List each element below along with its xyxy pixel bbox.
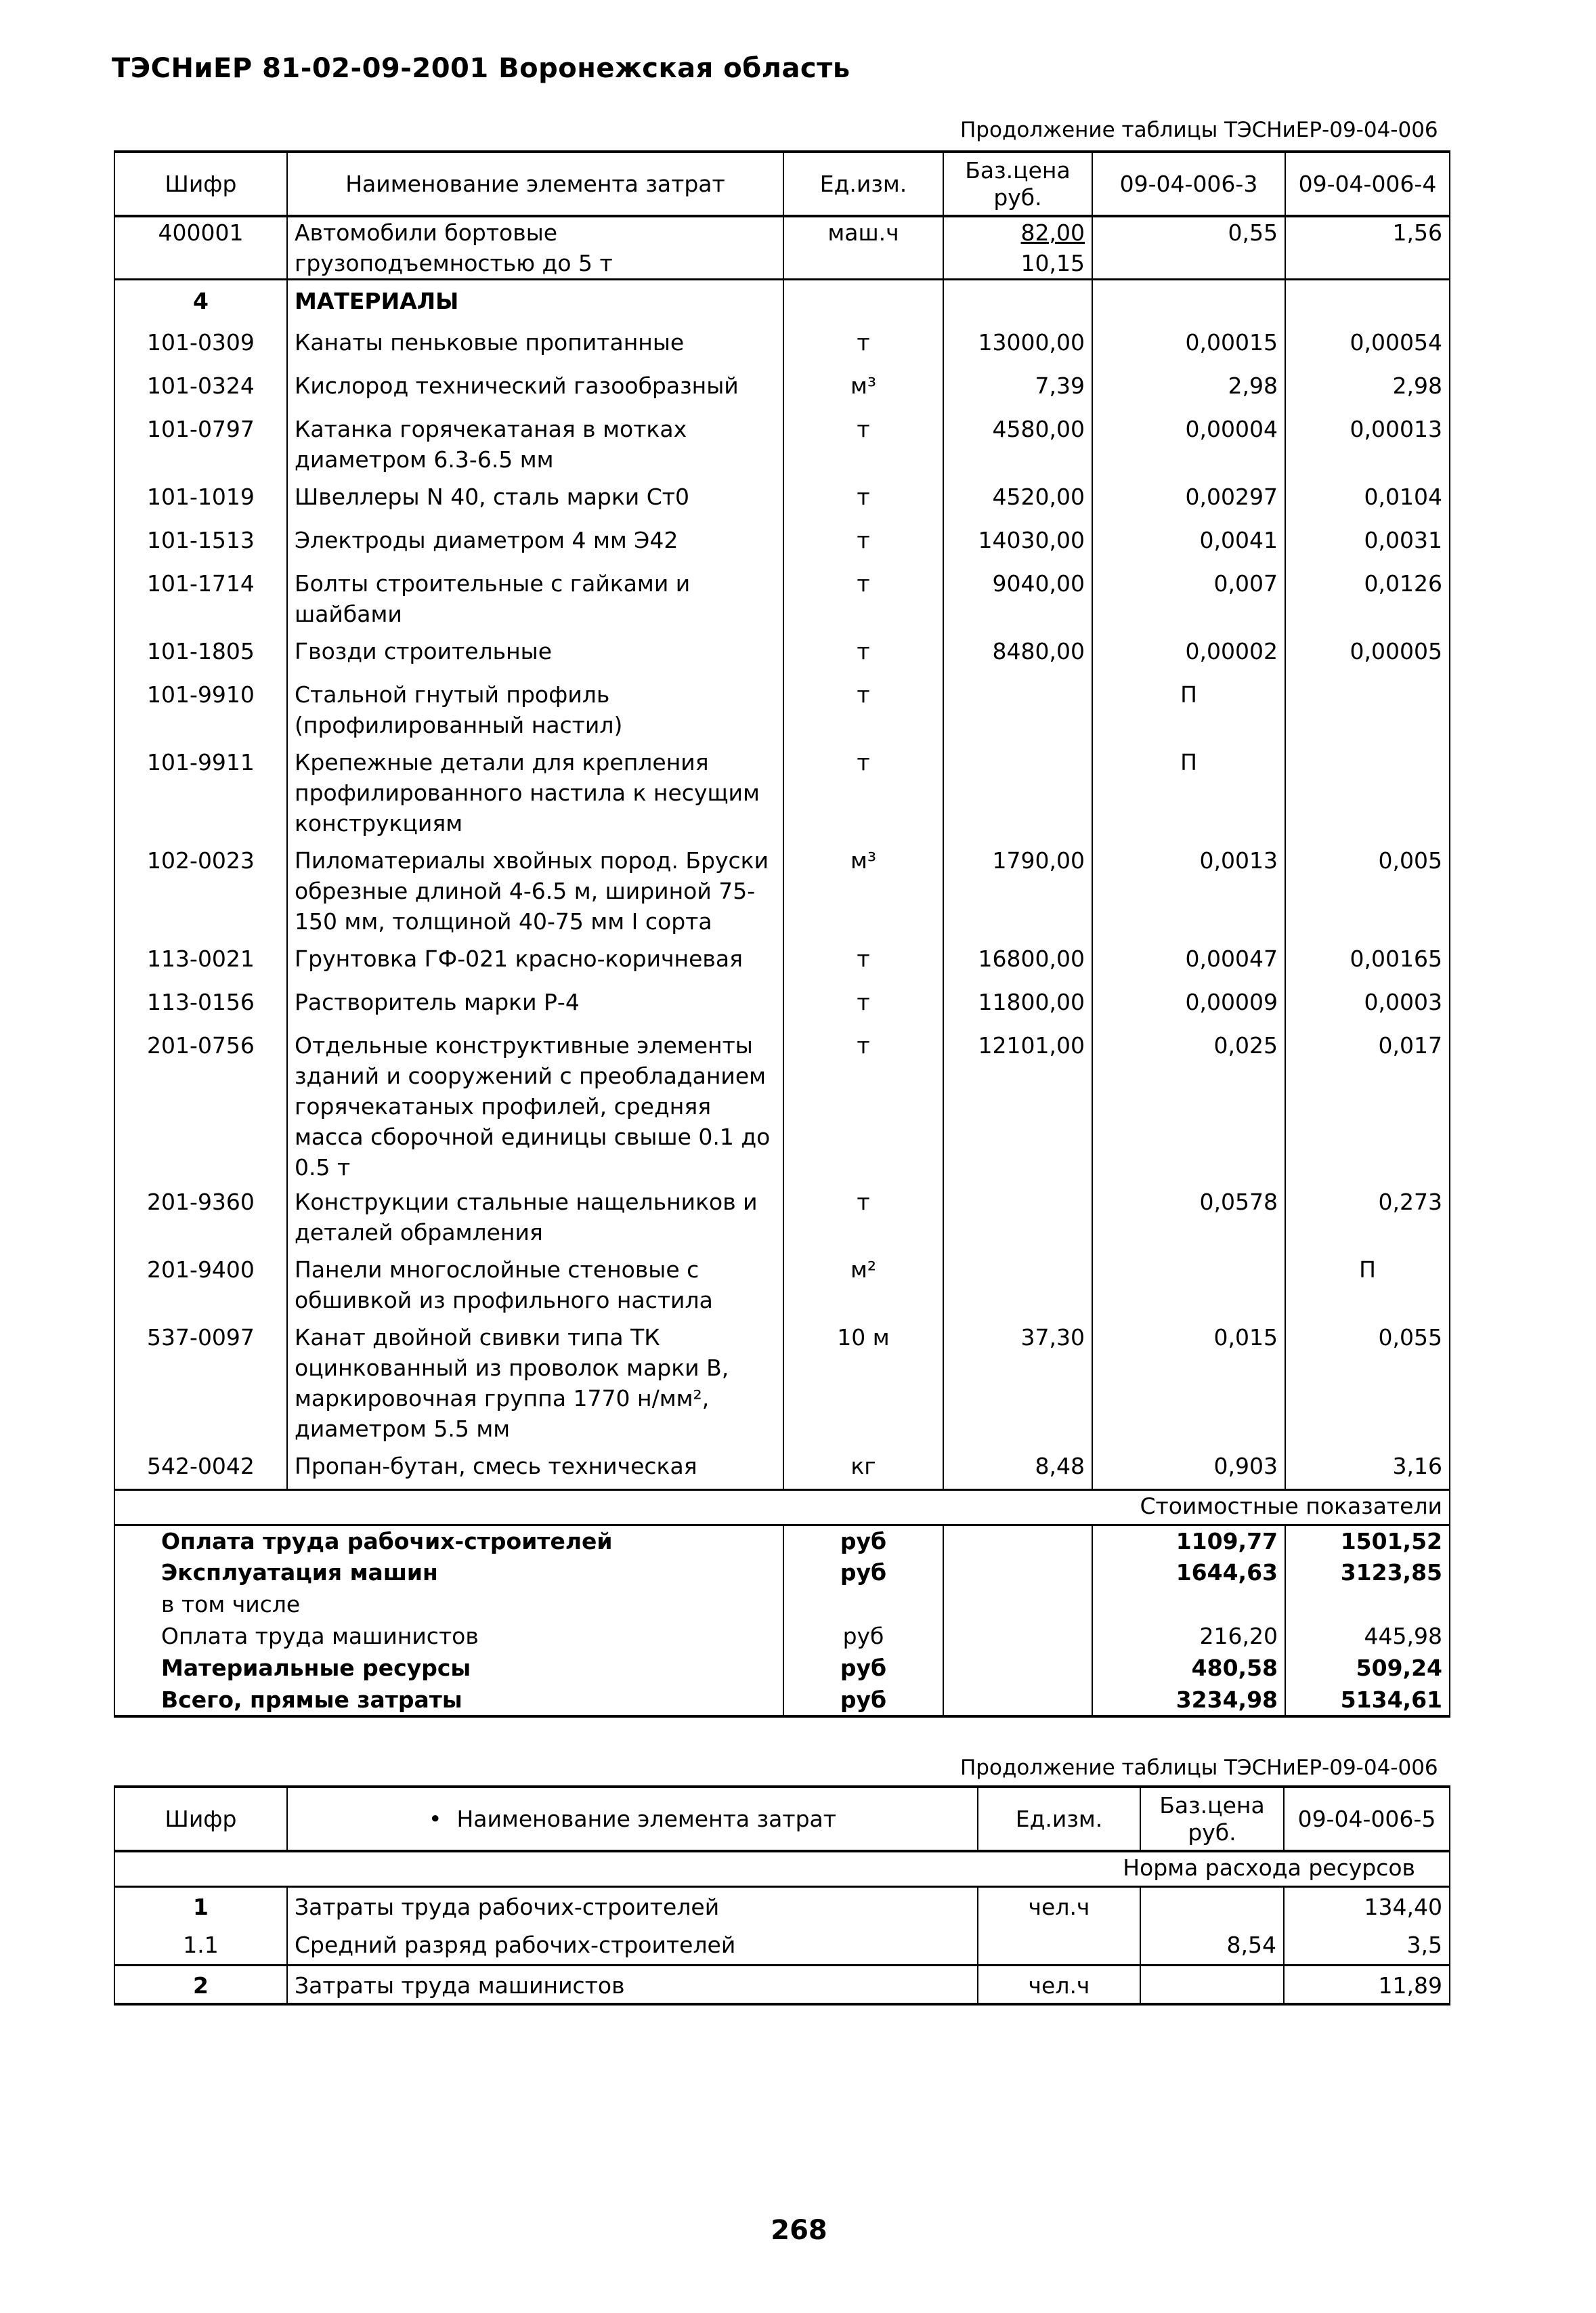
row-name: Стальной гнутый профиль (профилированный настил) [287, 675, 783, 743]
row-unit: маш.ч [783, 216, 943, 280]
row-name: Канат двойной свивки типа ТК оцинкованный из проволок марки В, маркировочная группа 1770 н/мм², диаметром 5.5 мм [287, 1318, 783, 1447]
summary-price [943, 1684, 1092, 1716]
row-v4 [1285, 743, 1450, 841]
row-v4: 2,98 [1285, 366, 1450, 410]
table-row [114, 1447, 1450, 1490]
section-row [114, 280, 1450, 323]
row-unit: т [783, 983, 943, 1026]
row-name: Болты строительные с гайками и шайбами [287, 564, 783, 632]
table2-caption: Продолжение таблицы ТЭСНиЕР-09-04-006 [960, 1756, 1438, 1780]
row-code: 102-0023 [114, 841, 287, 939]
summary-label: Материальные ресурсы [114, 1653, 783, 1684]
row-unit: чел.ч [978, 1965, 1140, 2004]
row-v3: 2,98 [1092, 366, 1285, 410]
row-v3: 0,00015 [1092, 323, 1285, 366]
row-code: 2 [114, 1965, 287, 2004]
row-v5: 3,5 [1284, 1926, 1450, 1965]
row-v4: 0,00054 [1285, 323, 1450, 366]
row-price [1140, 1886, 1284, 1926]
row-v4 [1285, 675, 1450, 743]
summary-header: Стоимостные показатели [114, 1490, 1450, 1525]
row-v4: 0,0003 [1285, 983, 1450, 1026]
row-code: 201-9400 [114, 1250, 287, 1318]
resource-table-2 [114, 1785, 1450, 2006]
row-v3: 0,025 [1092, 1026, 1285, 1183]
row-v4: 0,0126 [1285, 564, 1450, 632]
summary-label: Оплата труда рабочих-строителей [114, 1525, 783, 1557]
table-row [114, 323, 1450, 366]
table-row [114, 983, 1450, 1026]
row-unit: т [783, 675, 943, 743]
row-price [943, 675, 1092, 743]
row-price: 13000,00 [943, 323, 1092, 366]
table1-caption: Продолжение таблицы ТЭСНиЕР-09-04-006 [960, 118, 1438, 142]
row-v4: 0,00005 [1285, 632, 1450, 675]
row-code: 101-1513 [114, 521, 287, 564]
document-title: ТЭСНиЕР 81-02-09-2001 Воронежская область [112, 53, 850, 84]
row-price: 9040,00 [943, 564, 1092, 632]
col-header-name: Наименование элемента затрат [287, 152, 783, 216]
row-code: 542-0042 [114, 1447, 287, 1490]
section-title: МАТЕРИАЛЫ [287, 280, 783, 323]
table-row [114, 1886, 1450, 1926]
row-v3: 0,00047 [1092, 939, 1285, 983]
summary-unit: руб [783, 1621, 943, 1653]
summary-label: Всего, прямые затраты [114, 1684, 783, 1716]
row-unit: 10 м [783, 1318, 943, 1447]
row-v4: 1,56 [1285, 216, 1450, 280]
row-code: 101-1019 [114, 478, 287, 521]
row-name: Автомобили бортовые грузоподъемностью до 5 т [287, 216, 783, 280]
table-row [114, 743, 1450, 841]
row-v5: 134,40 [1284, 1886, 1450, 1926]
row-v3: П [1092, 675, 1285, 743]
summary-price [943, 1589, 1092, 1621]
summary-label: в том числе [114, 1589, 783, 1621]
row-code: 101-1714 [114, 564, 287, 632]
row-v4: 0,017 [1285, 1026, 1450, 1183]
summary-unit: руб [783, 1684, 943, 1716]
row-v3: 0,0013 [1092, 841, 1285, 939]
row-name: Затраты труда рабочих-строителей [287, 1886, 978, 1926]
row-unit: т [783, 410, 943, 478]
row-code: 101-0797 [114, 410, 287, 478]
col-header-code: Шифр [114, 1787, 287, 1851]
row-price-value: 82,00 [1020, 219, 1085, 246]
row-unit: м² [783, 1250, 943, 1318]
row-price [943, 743, 1092, 841]
summary-price [943, 1621, 1092, 1653]
norm-header: Норма расхода ресурсов [114, 1851, 1450, 1886]
row-name: Катанка горячекатаная в мотках диаметром 6.3-6.5 мм [287, 410, 783, 478]
row-v3: 0,00297 [1092, 478, 1285, 521]
summary-row [114, 1557, 1450, 1589]
summary-v4: 3123,85 [1285, 1557, 1450, 1589]
summary-v4: 445,98 [1285, 1621, 1450, 1653]
summary-v3 [1092, 1589, 1285, 1621]
table-row [114, 410, 1450, 478]
row-unit: т [783, 632, 943, 675]
row-v5: 11,89 [1284, 1965, 1450, 2004]
table-row [114, 1026, 1450, 1183]
row-unit [978, 1926, 1140, 1965]
table-row [114, 1183, 1450, 1250]
row-code: 400001 [114, 216, 287, 280]
row-unit: чел.ч [978, 1886, 1140, 1926]
table-row-machine [114, 216, 1450, 280]
row-v4: П [1285, 1250, 1450, 1318]
row-price [943, 216, 1092, 280]
summary-v3: 480,58 [1092, 1653, 1285, 1684]
row-code: 113-0156 [114, 983, 287, 1026]
row-code: 101-9910 [114, 675, 287, 743]
table-row [114, 841, 1450, 939]
row-v4: 0,0031 [1285, 521, 1450, 564]
col-header-006-3: 09-04-006-3 [1092, 152, 1285, 216]
table-row [114, 1318, 1450, 1447]
col-header-unit: Ед.изм. [783, 152, 943, 216]
col-header-name-text: Наименование элемента затрат [456, 1805, 836, 1832]
summary-header-row [114, 1490, 1450, 1525]
summary-v3: 3234,98 [1092, 1684, 1285, 1716]
row-v3 [1092, 1250, 1285, 1318]
table-row [114, 675, 1450, 743]
row-unit: т [783, 743, 943, 841]
table-row [114, 1250, 1450, 1318]
row-price-secondary: 10,15 [1020, 250, 1085, 276]
table-row [114, 564, 1450, 632]
table-row [114, 939, 1450, 983]
row-unit: м³ [783, 841, 943, 939]
section-code: 4 [114, 280, 287, 323]
resource-table-1 [114, 150, 1450, 1718]
table-row [114, 632, 1450, 675]
row-v3: 0,0578 [1092, 1183, 1285, 1250]
summary-row [114, 1525, 1450, 1557]
row-unit: м³ [783, 366, 943, 410]
summary-v4: 5134,61 [1285, 1684, 1450, 1716]
row-code: 101-0324 [114, 366, 287, 410]
row-price [943, 1250, 1092, 1318]
col-header-price: Баз.цена руб. [1140, 1787, 1284, 1851]
row-price: 1790,00 [943, 841, 1092, 939]
row-v3: 0,55 [1092, 216, 1285, 280]
table-row [114, 1926, 1450, 1965]
row-code: 201-9360 [114, 1183, 287, 1250]
row-code: 537-0097 [114, 1318, 287, 1447]
summary-v4 [1285, 1589, 1450, 1621]
col-header-price: Баз.цена руб. [943, 152, 1092, 216]
summary-unit: руб [783, 1525, 943, 1557]
summary-label: Эксплуатация машин [114, 1557, 783, 1589]
row-name: Пропан-бутан, смесь техническая [287, 1447, 783, 1490]
table-row [114, 366, 1450, 410]
summary-unit: руб [783, 1653, 943, 1684]
row-price: 14030,00 [943, 521, 1092, 564]
row-code: 1 [114, 1886, 287, 1926]
col-header-006-5: 09-04-006-5 [1284, 1787, 1450, 1851]
row-v3: П [1092, 743, 1285, 841]
col-header-name: • Наименование элемента затрат [287, 1787, 978, 1851]
col-header-unit: Ед.изм. [978, 1787, 1140, 1851]
row-price: 12101,00 [943, 1026, 1092, 1183]
summary-row [114, 1589, 1450, 1621]
row-code: 201-0756 [114, 1026, 287, 1183]
row-unit: кг [783, 1447, 943, 1490]
row-name: Грунтовка ГФ-021 красно-коричневая [287, 939, 783, 983]
col-header-006-4: 09-04-006-4 [1285, 152, 1450, 216]
row-name: Кислород технический газообразный [287, 366, 783, 410]
row-name: Средний разряд рабочих-строителей [287, 1926, 978, 1965]
row-v3: 0,00004 [1092, 410, 1285, 478]
row-name: Швеллеры N 40, сталь марки Ст0 [287, 478, 783, 521]
row-unit: т [783, 1183, 943, 1250]
row-name: Отдельные конструктивные элементы зданий и сооружений с преобладанием горячекатаных профилей, средняя масса сборочной единицы свыше 0.1 до 0.5 т [287, 1026, 783, 1183]
table-row [114, 478, 1450, 521]
summary-price [943, 1557, 1092, 1589]
page-number: 268 [771, 2215, 827, 2246]
table-row [114, 521, 1450, 564]
summary-row [114, 1621, 1450, 1653]
row-name: Панели многослойные стеновые с обшивкой из профильного настила [287, 1250, 783, 1318]
row-unit: т [783, 478, 943, 521]
row-price: 8,54 [1140, 1926, 1284, 1965]
row-code: 101-1805 [114, 632, 287, 675]
row-v4: 0,055 [1285, 1318, 1450, 1447]
row-v4: 0,0104 [1285, 478, 1450, 521]
row-v3: 0,015 [1092, 1318, 1285, 1447]
row-price [1140, 1965, 1284, 2004]
row-unit: т [783, 1026, 943, 1183]
summary-price [943, 1525, 1092, 1557]
table-row [114, 1965, 1450, 2004]
row-unit: т [783, 521, 943, 564]
row-name: Крепежные детали для крепления профилированного настила к несущим конструкциям [287, 743, 783, 841]
row-name: Электроды диаметром 4 мм Э42 [287, 521, 783, 564]
row-name: Растворитель марки Р-4 [287, 983, 783, 1026]
row-v3: 0,00009 [1092, 983, 1285, 1026]
row-price: 16800,00 [943, 939, 1092, 983]
row-price [943, 1183, 1092, 1250]
row-v4: 0,00165 [1285, 939, 1450, 983]
row-v4: 0,273 [1285, 1183, 1450, 1250]
row-price: 8,48 [943, 1447, 1092, 1490]
row-name: Пиломатериалы хвойных пород. Бруски обрезные длиной 4-6.5 м, шириной 75-150 мм, толщиной 40-75 мм I сорта [287, 841, 783, 939]
row-v3: 0,007 [1092, 564, 1285, 632]
row-price: 37,30 [943, 1318, 1092, 1447]
row-v3: 0,0041 [1092, 521, 1285, 564]
summary-row [114, 1684, 1450, 1716]
row-v3: 0,903 [1092, 1447, 1285, 1490]
col-header-code: Шифр [114, 152, 287, 216]
row-code: 113-0021 [114, 939, 287, 983]
row-name: Гвозди строительные [287, 632, 783, 675]
row-name: Канаты пеньковые пропитанные [287, 323, 783, 366]
summary-v3: 216,20 [1092, 1621, 1285, 1653]
row-price: 11800,00 [943, 983, 1092, 1026]
row-price: 4520,00 [943, 478, 1092, 521]
row-code: 1.1 [114, 1926, 287, 1965]
row-v3: 0,00002 [1092, 632, 1285, 675]
summary-label: Оплата труда машинистов [114, 1621, 783, 1653]
row-v4: 0,005 [1285, 841, 1450, 939]
summary-unit [783, 1589, 943, 1621]
row-price: 4580,00 [943, 410, 1092, 478]
row-name: Затраты труда машинистов [287, 1965, 978, 2004]
summary-v3: 1644,63 [1092, 1557, 1285, 1589]
row-v4: 0,00013 [1285, 410, 1450, 478]
summary-price [943, 1653, 1092, 1684]
summary-v3: 1109,77 [1092, 1525, 1285, 1557]
summary-row [114, 1653, 1450, 1684]
row-price: 7,39 [943, 366, 1092, 410]
summary-unit: руб [783, 1557, 943, 1589]
row-price: 8480,00 [943, 632, 1092, 675]
row-unit: т [783, 323, 943, 366]
summary-v4: 509,24 [1285, 1653, 1450, 1684]
row-v4: 3,16 [1285, 1447, 1450, 1490]
row-code: 101-0309 [114, 323, 287, 366]
row-code: 101-9911 [114, 743, 287, 841]
row-name: Конструкции стальные нащельников и деталей обрамления [287, 1183, 783, 1250]
norm-header-row [114, 1851, 1450, 1886]
summary-v4: 1501,52 [1285, 1525, 1450, 1557]
row-unit: т [783, 564, 943, 632]
row-unit: т [783, 939, 943, 983]
